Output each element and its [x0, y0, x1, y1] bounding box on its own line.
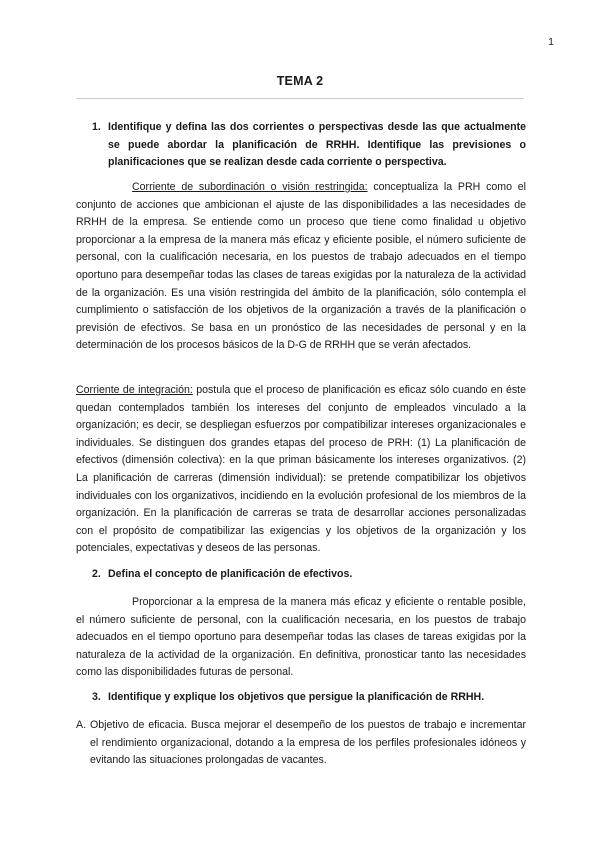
paragraph-integration-text: postula que el proceso de planificación es eficaz sólo cuando en éste quedan contemplados también los intereses del conjunto de empleados vinculado a la organización; es decir, se despliegan esfuerzos por compatibilizar intereses organizacionales e individuales. Se distinguen dos grandes etapas del proceso de PRH: (1) La planificación de efectivos (dimensión colectiva): en la que priman básicamente los intereses organizativos. (2) La planificación de carreras (dimensión individual): se pretende compatibilizar los objetivos individuales con los organizativos, incidiendo en la evolución profesional de los miembros de la organización. En la planificación de carreras se trata de desarrollar acciones personalizadas con el propósito de compatibilizar las exigencias y los objetivos de la organización y los potenciales, expectativas y deseos de las personas.	[76, 384, 526, 555]
page-number: 1	[548, 36, 554, 48]
question-1-number: 1.	[92, 121, 101, 133]
objective-a-text: Objetivo de eficacia. Busca mejorar el desempeño de los puestos de trabajo e incrementar el rendimiento organizacional, dotando a la empresa de los perfiles profesionales idóneos y evitando las situaciones prolongadas de vacantes.	[90, 719, 526, 767]
question-1	[92, 119, 526, 172]
term-subordination: Corriente de subordinación o visión restringida:	[132, 181, 368, 193]
term-integration: Corriente de integración:	[76, 384, 193, 396]
paragraph-subordination	[76, 179, 526, 355]
objective-a	[76, 717, 526, 770]
title-divider	[76, 98, 524, 99]
question-1-text: Identifique y defina las dos corrientes o perspectivas desde las que actualmente se puede abordar la planificación de RRHH. Identifique las previsiones o planificaciones que se realizan desde cada corriente o perspectiva.	[108, 121, 526, 169]
paragraph-integration	[76, 382, 526, 558]
question-2-number: 2.	[92, 568, 101, 580]
paragraph-definition: Proporcionar a la empresa de la manera más eficaz y eficiente o rentable posible, el número suficiente de personal, con la cualificación necesaria, en los puestos de trabajo adecuados en el tiempo oportuno para desempeñar todas las clases de tareas exigidas por la naturaleza de la actividad de la organización. En definitiva, pronosticar tanto las necesidades como las disponibilidades futuras de personal.	[76, 596, 526, 679]
question-3-text: Identifique y explique los objetivos que persigue la planificación de RRHH.	[108, 691, 485, 703]
question-3	[92, 689, 526, 707]
page-title: TEMA 2	[276, 74, 324, 88]
question-2-text: Defina el concepto de planificación de efectivos.	[108, 568, 353, 580]
objective-a-label: A.	[76, 719, 87, 731]
question-2	[92, 566, 526, 584]
question-3-number: 3.	[92, 691, 101, 703]
paragraph-subordination-text: conceptualiza la PRH como el conjunto de acciones que ambicionan el ajuste de las disponibilidades a las necesidades de RRHH de la empresa. Se entiende como un proceso que tiene como finalidad u objetivo proporcionar a la empresa de la manera más eficaz y eficiente posible, el número suficiente de personal, con la cualificación necesaria, en los puestos de trabajo adecuados en el tiempo oportuno para desempeñar todas las clases de tareas exigidas por la naturaleza de la actividad de la organización. Es una visión restringida del ámbito de la planificación, sólo contempla el cumplimiento o satisfacción de los objetivos de la organización a través de la planificación o previsión de efectivos. Se basa en un pronóstico de las necesidades de personal y en la determinación de los procesos básicos de la D-G de RRHH que se verán afectados.	[76, 181, 526, 352]
